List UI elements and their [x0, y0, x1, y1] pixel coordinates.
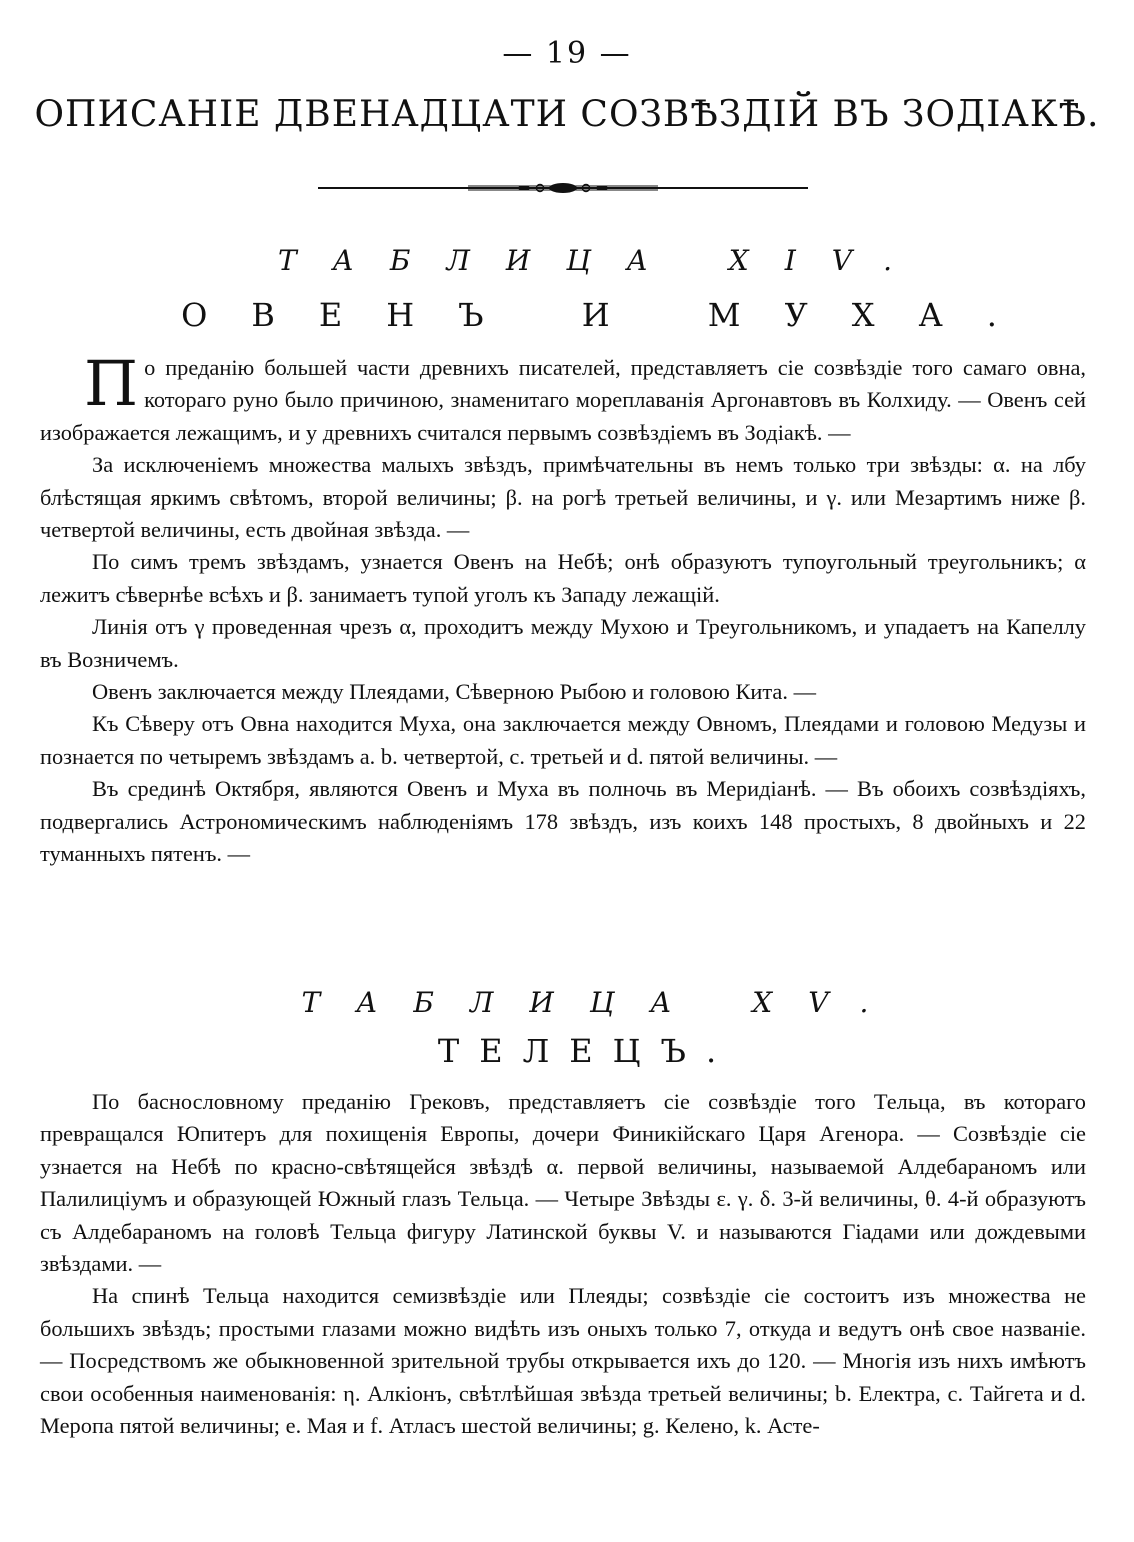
paragraph: На спинѣ Тельца находится семизвѣздіе или Плеяды; созвѣздіе сіе состоитъ изъ множества не большихъ звѣздъ; простыми глазами можно видѣть изъ оныхъ только 7, откуда и ведутъ онѣ свое названіе. — Посредствомъ же обыкновенной зрительной трубы открывается ихъ до 120. — Многія изъ нихъ имѣютъ свои особенныя наименованія: η. Алкіонъ, свѣтлѣйшая звѣзда третьей величины; b. Електра, c. Тайгета и d. Меропа пятой величины; e. Мая и f. Атласъ шестой величины; g. Келено, k. Асте-: [40, 1283, 1086, 1439]
chapter-title: ОПИСАНІЕ ДВЕНАДЦАТИ СОЗВѢЗДІЙ ВЪ ЗОДІАКѢ.: [34, 94, 1100, 135]
paragraph: Линія отъ γ проведенная чрезъ α, проходитъ между Мухою и Треугольникомъ, и упадаетъ на Капеллу въ Возничемъ.: [40, 614, 1086, 672]
paragraph: Къ Сѣверу отъ Овна находится Муха, она заключается между Овномъ, Плеядами и головою Медузы и познается по четыремъ звѣздамъ a. b. четвертой, c. третьей и d. пятой величины. —: [40, 711, 1086, 769]
section-title-aries: ОВЕНЪ И МУХА.: [181, 296, 1041, 334]
page-number: — 19 —: [502, 36, 632, 71]
paragraph: По преданію большей части древнихъ писателей, представляетъ сіе созвѣздіе того самаго овна, котораго руно было причиною, знаменитаго мореплаванія Аргонавтовъ въ Колхиду. — Овенъ сей изображается лежащимъ, и у древнихъ считался первымъ созвѣздіемъ въ Зодіакѣ. —: [40, 347, 1086, 445]
section-title-taurus: ТЕЛЕЦЪ.: [437, 1032, 737, 1070]
table-label-xiv: ТАБЛИЦА XIV.: [278, 244, 928, 277]
paragraph: Въ срединѣ Октября, являются Овенъ и Муха въ полночь въ Меридіанѣ. — Въ обоихъ созвѣздіяхъ, подвергались Астрономическимъ наблюденіямъ 178 звѣздъ, изъ коихъ 148 простыхъ, 8 двойныхъ и 22 туманныхъ пятенъ. —: [40, 776, 1086, 867]
paragraph: За исключеніемъ множества малыхъ звѣздъ, примѣчательны въ немъ только три звѣзды: α. на лбу блѣстящая яркимъ свѣтомъ, второй величины; β. на рогѣ третьей величины, и γ. или Мезартимъ ниже β. четвертой величины, есть двойная звѣзда. —: [40, 452, 1086, 543]
ornamental-divider: [318, 176, 808, 200]
paragraph: Овенъ заключается между Плеядами, Сѣверною Рыбою и головою Кита. —: [92, 679, 816, 705]
drop-cap: П: [84, 347, 139, 420]
section-body-taurus: [40, 1086, 1086, 1442]
paragraph: По баснословному преданію Грековъ, представляетъ сіе созвѣздіе того Тельца, въ котораго превращался Юпитеръ для похищенія Европы, дочери Финикійскаго Царя Агенора. — Созвѣздіе сіе узнается на Небѣ по красно-свѣтящейся звѣздѣ α. первой величины, называемой Алдебараномъ или Палилиціумъ и образующей Южный глазъ Тельца. — Четыре Звѣзды ε. γ. δ. 3-й величины, θ. 4-й образуютъ съ Алдебараномъ на головѣ Тельца фигуру Латинской буквы V. и называются Гіадами или дождевыми звѣздами. —: [40, 1089, 1086, 1277]
section-body-aries: [40, 347, 1086, 871]
paragraph: По симъ тремъ звѣздамъ, узнается Овенъ на Небѣ; онѣ образуютъ тупоугольный треугольникъ; α лежитъ сѣвернѣе всѣхъ и β. занимаетъ тупой уголъ къ Западу лежащій.: [40, 549, 1086, 607]
table-label-xv: ТАБЛИЦА XV.: [301, 986, 905, 1019]
